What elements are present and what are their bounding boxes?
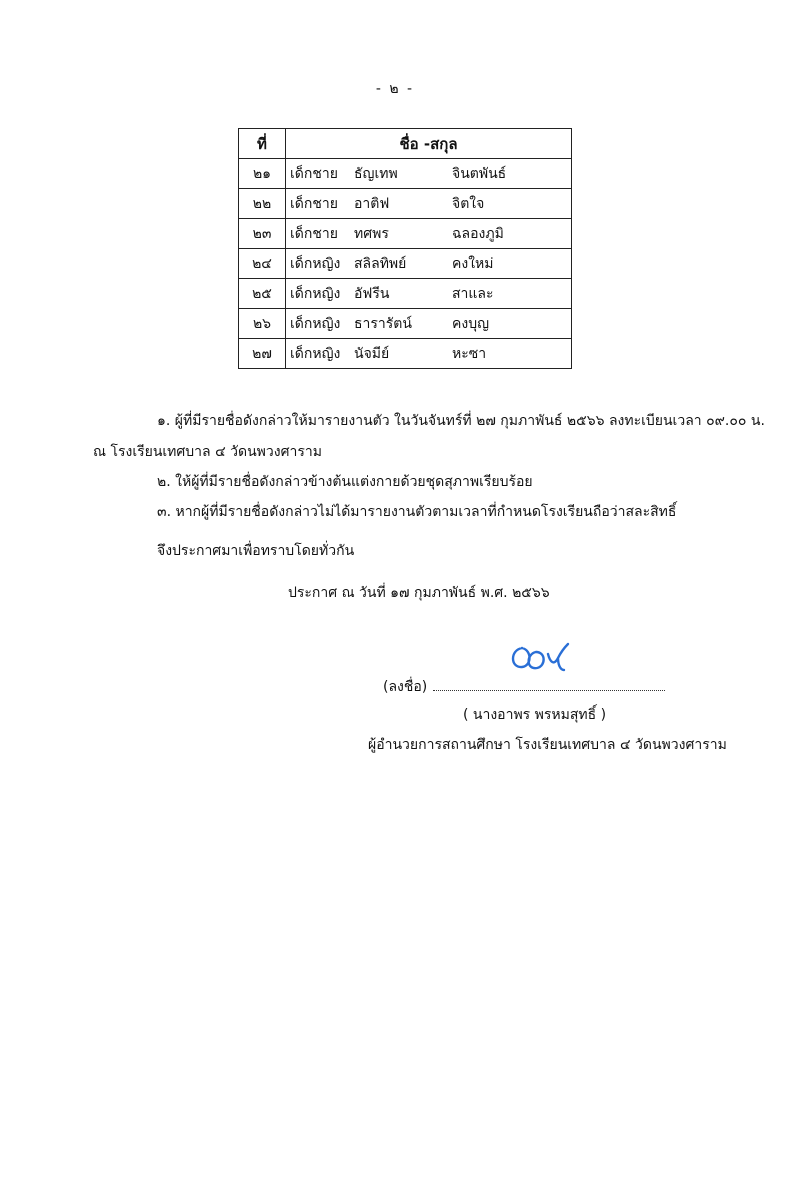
signature-mark <box>508 640 574 674</box>
table-row <box>239 309 572 339</box>
table-row <box>239 249 572 279</box>
row-number: ๒๗ <box>239 339 286 369</box>
first-name: อัฟรีน <box>354 285 390 302</box>
last-name: ฉลองภูมิ <box>452 225 504 242</box>
first-name: นัจมีย์ <box>354 345 390 362</box>
table-header-row <box>239 129 572 159</box>
last-name: สาและ <box>452 285 494 302</box>
first-name: อาติฟ <box>354 195 390 212</box>
name-prefix: เด็กหญิง <box>290 345 341 362</box>
name-prefix: เด็กหญิง <box>290 315 341 332</box>
announcement-date: ประกาศ ณ วันที่ ๑๗ กุมภาพันธ์ พ.ศ. ๒๕๖๖ <box>288 585 550 601</box>
header-name: ชื่อ -สกุล <box>286 129 572 159</box>
last-name: หะซา <box>452 345 487 362</box>
name-prefix: เด็กชาย <box>290 165 338 182</box>
instruction-3: ๓. หากผู้ที่มีรายชื่อดังกล่าวไม่ได้มารายงานตัวตามเวลาที่กำหนดโรงเรียนถือว่าสละสิทธิ์ <box>157 504 677 520</box>
row-number: ๒๑ <box>239 159 286 189</box>
signatory-name: ( นางอาพร พรหมสุทธิ์ ) <box>463 707 607 723</box>
first-name: สลิลทิพย์ <box>354 255 407 272</box>
signatory-position: ผู้อำนวยการสถานศึกษา โรงเรียนเทศบาล ๔ วัดนพวงศาราม <box>368 737 727 753</box>
table-row <box>239 219 572 249</box>
signature-dotted-line <box>433 678 665 691</box>
signature-line <box>383 676 665 698</box>
last-name: จิตใจ <box>452 195 485 212</box>
page-number: - ๒ - <box>375 81 415 97</box>
table-row <box>239 339 572 369</box>
name-prefix: เด็กหญิง <box>290 285 341 302</box>
name-prefix: เด็กชาย <box>290 225 338 242</box>
table-row <box>239 159 572 189</box>
first-name: ธัญเทพ <box>354 165 398 182</box>
last-name: คงบุญ <box>452 315 490 332</box>
last-name: คงใหม่ <box>452 255 494 272</box>
name-prefix: เด็กชาย <box>290 195 338 212</box>
closing-statement: จึงประกาศมาเพื่อทราบโดยทั่วกัน <box>157 543 355 559</box>
name-prefix: เด็กหญิง <box>290 255 341 272</box>
row-number: ๒๕ <box>239 279 286 309</box>
first-name: ทศพร <box>354 225 389 242</box>
table-row <box>239 189 572 219</box>
last-name: จินตพันธ์ <box>452 165 507 182</box>
row-number: ๒๔ <box>239 249 286 279</box>
row-number: ๒๒ <box>239 189 286 219</box>
header-no: ที่ <box>239 129 286 159</box>
student-roster-table <box>238 128 572 369</box>
row-number: ๒๖ <box>239 309 286 339</box>
instruction-1-line-1: ๑. ผู้ที่มีรายชื่อดังกล่าวให้มารายงานตัว ในวันจันทร์ที่ ๒๗ กุมภาพันธ์ ๒๕๖๖ ลงทะเบียนเวลา ๐๙.๐๐ น. <box>157 413 765 429</box>
first-name: ธารารัตน์ <box>354 315 412 332</box>
instruction-1-line-2: ณ โรงเรียนเทศบาล ๔ วัดนพวงศาราม <box>93 444 322 460</box>
table-row <box>239 279 572 309</box>
sign-label: (ลงชื่อ) <box>383 679 428 695</box>
instruction-2: ๒. ให้ผู้ที่มีรายชื่อดังกล่าวข้างต้นแต่งกายด้วยชุดสุภาพเรียบร้อย <box>157 474 533 490</box>
row-number: ๒๓ <box>239 219 286 249</box>
